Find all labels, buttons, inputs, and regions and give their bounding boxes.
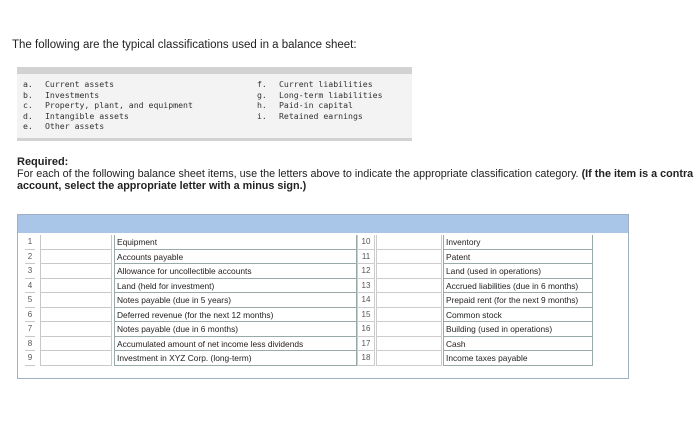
classification-letter: c. [23, 100, 33, 111]
answer-select[interactable] [40, 308, 112, 323]
answer-column-right [376, 235, 442, 366]
answer-select[interactable] [376, 322, 442, 337]
item-number: 3 [25, 264, 35, 279]
item-description: Deferred revenue (for the next 12 months) [114, 308, 357, 323]
classification-label: Current assets [45, 79, 115, 89]
item-description: Accrued liabilities (due in 6 months) [443, 279, 593, 294]
answer-select[interactable] [40, 351, 112, 366]
classification-letter: g. [257, 89, 267, 100]
item-number: 9 [25, 351, 35, 366]
item-number: 1 [25, 235, 35, 250]
required-instructions [17, 168, 697, 192]
classification-column-right [257, 79, 383, 121]
item-description: Land (held for investment) [114, 279, 357, 294]
classification-item [257, 111, 383, 122]
answer-select[interactable] [376, 308, 442, 323]
item-number: 14 [357, 293, 375, 308]
item-description: Land (used in operations) [443, 264, 593, 279]
item-number: 18 [357, 351, 375, 366]
item-number-column-left [25, 235, 35, 366]
item-description: Allowance for uncollectible accounts [114, 264, 357, 279]
answer-select[interactable] [376, 293, 442, 308]
required-emphasis: (If the item is a contra account, select the appropriate letter with a minus sign.) [17, 168, 694, 192]
classification-label: Investments [45, 89, 100, 100]
classification-item [257, 100, 383, 111]
classification-item [23, 79, 193, 90]
item-number: 7 [25, 322, 35, 337]
answer-table [17, 214, 629, 379]
classification-letter: e. [23, 121, 33, 132]
answer-select[interactable] [40, 337, 112, 352]
answer-select[interactable] [376, 351, 442, 366]
answer-select[interactable] [376, 235, 442, 250]
answer-column-left [40, 235, 112, 366]
item-description: Notes payable (due in 6 months) [114, 322, 357, 337]
item-description: Patent [443, 250, 593, 265]
classification-label: Current liabilities [279, 79, 373, 89]
item-description: Prepaid rent (for the next 9 months) [443, 293, 593, 308]
item-number-column-right [357, 235, 375, 366]
answer-select[interactable] [40, 322, 112, 337]
answer-select[interactable] [376, 337, 442, 352]
answer-select[interactable] [40, 279, 112, 294]
item-description-column-left [114, 235, 357, 366]
answer-select[interactable] [40, 235, 112, 250]
classification-label: Property, plant, and equipment [45, 100, 193, 111]
answer-select[interactable] [376, 279, 442, 294]
classification-letter: f. [257, 79, 267, 89]
classification-label: Paid-in capital [279, 100, 353, 111]
item-description: Income taxes payable [443, 351, 593, 366]
item-description: Inventory [443, 235, 593, 250]
required-heading: Required: [17, 156, 69, 168]
classification-item [23, 111, 193, 122]
classification-list [17, 67, 412, 141]
answer-select[interactable] [40, 293, 112, 308]
item-description-column-right [443, 235, 593, 366]
item-number: 5 [25, 293, 35, 308]
classification-item [23, 100, 193, 111]
classification-letter: d. [23, 110, 33, 121]
item-description: Accumulated amount of net income less dividends [114, 337, 357, 352]
item-description: Investment in XYZ Corp. (long-term) [114, 351, 357, 366]
classification-letter: a. [23, 79, 33, 89]
classification-item [257, 79, 383, 90]
answer-select[interactable] [376, 264, 442, 279]
classification-column-left [23, 79, 193, 132]
item-description: Notes payable (due in 5 years) [114, 293, 357, 308]
item-description: Building (used in operations) [443, 322, 593, 337]
item-number: 6 [25, 308, 35, 323]
item-number: 13 [357, 279, 375, 294]
item-number: 2 [25, 250, 35, 265]
item-number: 8 [25, 337, 35, 352]
item-number: 10 [357, 235, 375, 250]
answer-select[interactable] [40, 264, 112, 279]
classification-item [23, 90, 193, 101]
item-description: Cash [443, 337, 593, 352]
classification-letter: b. [23, 89, 33, 100]
item-description: Accounts payable [114, 250, 357, 265]
item-number: 4 [25, 279, 35, 294]
classification-item [23, 121, 193, 132]
answer-select[interactable] [376, 250, 442, 265]
answer-select[interactable] [40, 250, 112, 265]
item-number: 16 [357, 322, 375, 337]
intro-text: The following are the typical classifications used in a balance sheet: [12, 39, 357, 51]
classification-label: Intangible assets [45, 110, 129, 121]
item-description: Common stock [443, 308, 593, 323]
required-text: For each of the following balance sheet items, use the letters above to indicate the appropriate classification category. [17, 168, 579, 180]
item-number: 11 [357, 250, 375, 265]
classification-letter: i. [257, 110, 267, 121]
classification-letter: h. [257, 100, 267, 111]
item-number: 15 [357, 308, 375, 323]
table-header [18, 215, 628, 233]
classification-item [257, 90, 383, 101]
item-number: 12 [357, 264, 375, 279]
classification-label: Retained earnings [279, 110, 363, 121]
classification-label: Other assets [45, 121, 105, 132]
item-description: Equipment [114, 235, 357, 250]
item-number: 17 [357, 337, 375, 352]
classification-label: Long-term liabilities [279, 89, 383, 100]
